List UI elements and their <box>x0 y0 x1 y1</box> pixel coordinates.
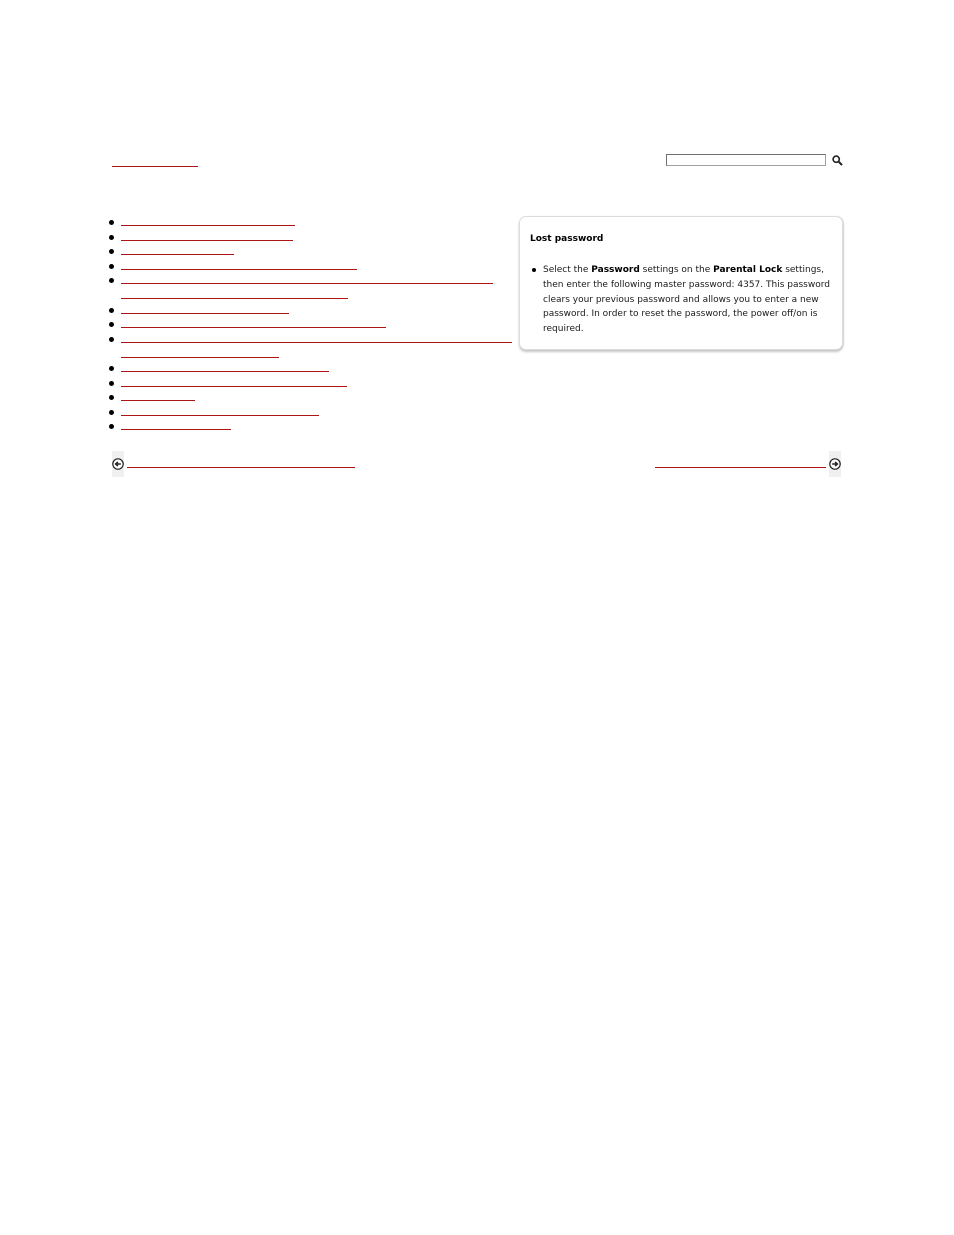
topic-link-list <box>108 216 512 435</box>
tip-text-end: settings, then enter the following master password: 4357. This password clears your previous password and allows you to enter a new password. In order to reset the password, the power off/on is required. <box>543 265 830 335</box>
topic-link[interactable] <box>121 260 357 270</box>
arrow-right-circle-icon <box>829 458 841 470</box>
tip-text-start: Select the <box>543 265 592 275</box>
topic-link[interactable] <box>121 274 493 284</box>
previous-page-link[interactable] <box>127 458 355 468</box>
topic-link[interactable] <box>121 420 231 430</box>
list-item <box>108 304 512 319</box>
arrow-left-circle-icon <box>112 458 124 470</box>
magnifier-icon <box>832 155 843 166</box>
list-item <box>108 362 512 377</box>
topic-link[interactable] <box>121 406 319 416</box>
search-box <box>666 153 844 167</box>
list-item <box>108 274 512 303</box>
topic-link[interactable] <box>121 391 195 401</box>
search-button[interactable] <box>830 153 844 167</box>
list-item <box>108 260 512 275</box>
list-item <box>108 216 512 231</box>
next-page-button[interactable] <box>829 451 841 477</box>
list-item <box>108 318 512 333</box>
tip-list <box>530 263 830 337</box>
topic-link-continued[interactable] <box>121 289 348 299</box>
topic-link[interactable] <box>121 362 329 372</box>
tip-title: Lost password <box>530 234 604 244</box>
list-item <box>108 406 512 421</box>
tip-password-term: Password <box>591 265 640 275</box>
topic-link[interactable] <box>121 245 234 255</box>
topic-link[interactable] <box>121 231 293 241</box>
list-item <box>108 377 512 392</box>
tip-parental-lock-term: Parental Lock <box>713 265 783 275</box>
topic-link[interactable] <box>121 216 295 226</box>
tip-item <box>530 263 830 337</box>
topic-link[interactable] <box>121 377 347 387</box>
topic-link[interactable] <box>121 304 289 314</box>
list-item <box>108 231 512 246</box>
list-item <box>108 391 512 406</box>
topic-link[interactable] <box>121 333 512 343</box>
topic-link[interactable] <box>121 318 386 328</box>
list-item <box>108 420 512 435</box>
search-input[interactable] <box>666 154 826 166</box>
list-item <box>108 333 512 362</box>
next-page-link[interactable] <box>655 458 826 468</box>
tip-panel <box>519 216 843 350</box>
previous-page-button[interactable] <box>112 451 124 477</box>
topic-link-continued[interactable] <box>121 348 279 358</box>
home-link[interactable] <box>112 156 198 167</box>
list-item <box>108 245 512 260</box>
tip-text-middle: settings on the <box>639 265 714 275</box>
